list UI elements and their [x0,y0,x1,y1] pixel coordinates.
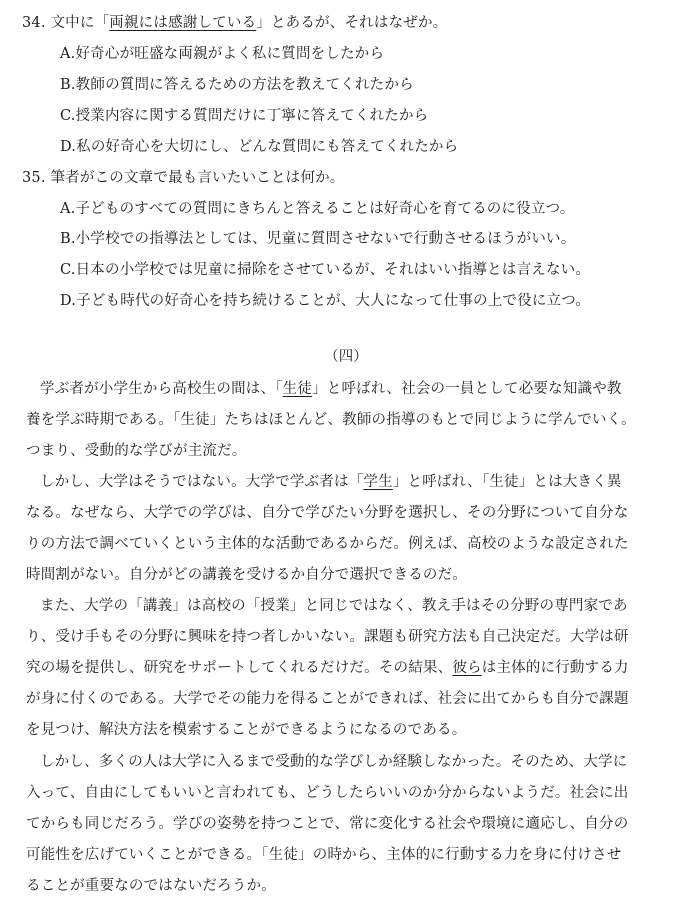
q35-option-c: C.日本の小学校では児童に掃除をさせているが、それはいい指導とは言えない。 [60,262,591,278]
passage-p2-line4: 時間割がない。自分がどの講義を受けるか自分で選択できるのだ。 [26,567,467,583]
question-34 [22,13,447,33]
question-34-suffix: 」とあるが、それはなぜか。 [256,15,448,31]
q34-option-b: B.教師の質問に答えるための方法を教えてくれたから [60,77,414,93]
passage-p4-line5: ることが重要なのではないだろうか。 [26,878,276,894]
question-34-underlined-phrase: 両親には感謝している [109,15,257,31]
passage-p4-line1: しかし、多くの人は大学に入るまで受動的な学びしか経験しなかった。そのため、大学に [40,754,628,770]
passage-p3-line2: り、受け手もその分野に興味を持つ者しかいない。課題も研究方法も自己決定だ。大学は研 [26,629,629,645]
question-35: 35. 筆者がこの文章で最も言いたいことは何か。 [22,170,345,186]
passage-p3-line1: また、大学の「講義」は高校の「授業」と同じではなく、教え手はその分野の専門家であ [40,598,628,614]
underlined-term-gakusei: 学生 [363,474,393,490]
question-34-prefix: 34. 文中に「 [22,15,110,31]
passage-p1-line3: つまり、受動的な学びが主流だ。 [26,443,247,459]
q35-option-d: D.子ども時代の好奇心を持ち続けることが、大人になって仕事の上で役に立つ。 [60,293,591,309]
q34-option-a: A.好奇心が旺盛な両親がよく私に質問をしたから [60,46,385,62]
p3-line3-suffix: は主体的に行動する力 [481,660,629,676]
q34-option-d: D.私の好奇心を大切にし、どんな質問にも答えてくれたから [60,139,459,155]
passage-p4-line2: 入って、自由にしてもいいと言われても、どうしたらいいのか分からないようだ。社会に出 [26,785,629,801]
passage-p1-line1 [40,379,622,399]
passage-p3-line4: が身に付くのである。大学でその能力を得ることができれば、社会に出てからも自分で課題 [26,691,629,707]
section-heading: （四） [324,349,368,365]
passage-p2-line3: りの方法で調べていくという主体的な活動であるからだ。例えば、高校のような設定された [26,536,629,552]
p1-line1-prefix: 学ぶ者が小学生から高校生の間は、「 [40,381,283,397]
q34-option-c: C.授業内容に関する質問だけに丁寧に答えてくれたから [60,108,429,124]
passage-p4-line3: てからも同じだろう。学びの姿勢を持つことで、常に変化する社会や環境に適応し、自分の [26,816,629,832]
p1-line1-suffix: 」と呼ばれ、社会の一員として必要な知識や教 [312,381,622,397]
passage-p1-line2: 養を学ぶ時期である。「生徒」たちはほとんど、教師の指導のもとで同じように学んでいく。 [26,412,636,428]
passage-p2-line2: なる。なぜなら、大学での学びは、自分で学びたい分野を選択し、その分野について自分な [26,505,629,521]
p2-line1-prefix: しかし、大学はそうではない。大学で学ぶ者は「 [40,474,364,490]
q35-option-a: A.子どものすべての質問にきちんと答えることは好奇心を育てるのに役立つ。 [60,201,575,217]
passage-p3-line5: を見つけ、解決方法を模索することができるようになるのである。 [26,722,467,738]
q35-option-b: B.小学校での指導法としては、児童に質問させないで行動させるほうがいい。 [60,231,576,247]
passage-p2-line1 [40,472,622,492]
p3-line3-prefix: 究の場を提供し、研究をサポートしてくれるだけだ。その結果、 [26,660,453,676]
underlined-term-karera: 彼ら [452,660,482,676]
p2-line1-suffix: 」と呼ばれ、「生徒」とは大きく異 [392,474,622,490]
passage-p4-line4: 可能性を広げていくことができる。「生徒」の時から、主体的に行動する力を身に付けさせ [26,847,622,863]
passage-p3-line3 [26,658,629,678]
underlined-term-seito: 生徒 [282,381,313,397]
